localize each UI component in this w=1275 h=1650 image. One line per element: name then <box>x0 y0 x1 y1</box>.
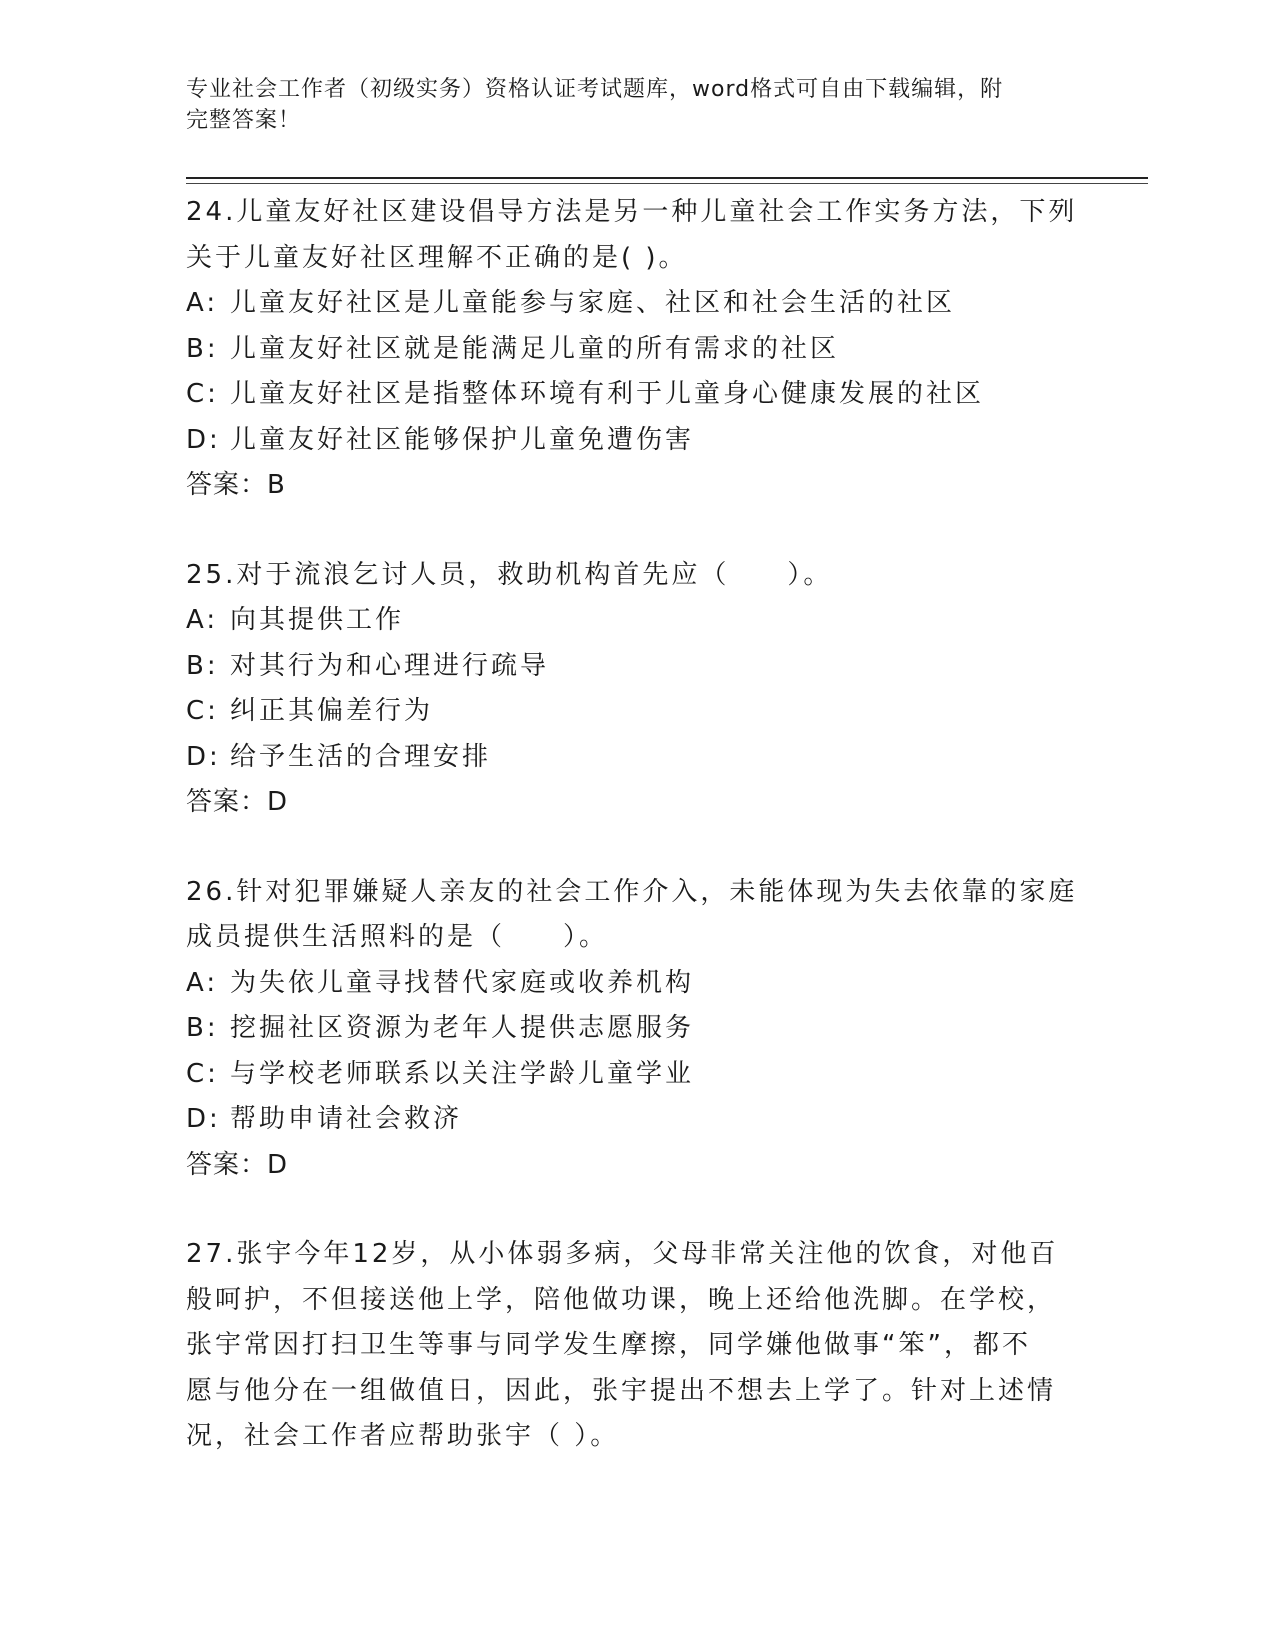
option-text: 帮助申请社会救济 <box>230 1104 463 1134</box>
answer-label: 答案：D <box>186 1149 289 1180</box>
question-list <box>186 190 1086 1504</box>
option-letter: C: <box>186 379 219 409</box>
option-letter: C: <box>186 1058 219 1089</box>
stem-line: 况，社会工作者应帮助张宇（ ）。 <box>186 1421 620 1451</box>
answer-label: 答案：D <box>186 787 289 817</box>
option-text: 为失依儿童寻找替代家庭或收养机构 <box>230 967 695 998</box>
option-text: 儿童友好社区是儿童能参与家庭、社区和社会生活的社区 <box>230 288 956 318</box>
option-a <box>186 961 1086 1007</box>
option-text: 与学校老师联系以关注学龄儿童学业 <box>230 1058 695 1089</box>
question-27 <box>186 1232 1086 1460</box>
option-d <box>186 1097 1086 1143</box>
option-a <box>186 281 1086 327</box>
option-letter: C: <box>186 696 219 726</box>
option-letter: A: <box>186 288 219 318</box>
option-letter: D: <box>186 424 221 455</box>
question-26 <box>186 870 1086 1189</box>
option-b <box>186 644 1086 690</box>
stem-line: 成员提供生活照料的是（ ）。 <box>186 922 609 952</box>
option-letter: D: <box>186 1104 221 1134</box>
option-b <box>186 327 1086 373</box>
question-stem <box>186 1232 1086 1460</box>
stem-line: 27.张宇今年12岁，从小体弱多病，父母非常关注他的饮食，对他百 <box>186 1239 1059 1269</box>
stem-line: 愿与他分在一组做值日，因此，张宇提出不想去上学了。针对上述情 <box>186 1375 1057 1406</box>
option-a <box>186 598 1086 644</box>
option-text: 向其提供工作 <box>230 605 405 635</box>
stem-line: 25.对于流浪乞讨人员，救助机构首先应（ ）。 <box>186 559 833 590</box>
stem-line: 张宇常因打扫卫生等事与同学发生摩擦，同学嫌他做事“笨”，都不 <box>186 1330 1031 1360</box>
option-b <box>186 1006 1086 1052</box>
option-text: 对其行为和心理进行疏导 <box>230 650 550 681</box>
header-divider <box>186 177 1148 179</box>
answer-label: 答案：B <box>186 470 286 500</box>
header-line: 专业社会工作者（初级实务）资格认证考试题库，word格式可自由下载编辑，附 <box>186 77 1004 102</box>
option-text: 挖掘社区资源为老年人提供志愿服务 <box>230 1013 695 1043</box>
option-letter: B: <box>186 1013 219 1043</box>
option-d <box>186 418 1086 464</box>
page-header <box>186 74 1066 136</box>
stem-line: 24.儿童友好社区建设倡导方法是另一种儿童社会工作实务方法，下列 <box>186 197 1078 227</box>
header-line: 完整答案！ <box>186 108 302 133</box>
option-text: 儿童友好社区就是能满足儿童的所有需求的社区 <box>230 333 840 364</box>
stem-line: 般呵护，不但接送他上学，陪他做功课，晚上还给他洗脚。在学校， <box>186 1284 1057 1315</box>
question-stem <box>186 553 1086 599</box>
option-c <box>186 1052 1086 1098</box>
question-24 <box>186 190 1086 509</box>
question-stem <box>186 870 1086 961</box>
stem-line: 关于儿童友好社区理解不正确的是( )。 <box>186 242 688 273</box>
header-divider-thin <box>186 183 1148 184</box>
option-c <box>186 372 1086 418</box>
stem-line: 26.针对犯罪嫌疑人亲友的社会工作介入，未能体现为失去依靠的家庭 <box>186 876 1078 907</box>
question-stem <box>186 190 1086 281</box>
option-d <box>186 735 1086 781</box>
option-letter: B: <box>186 333 219 364</box>
option-letter: B: <box>186 650 219 681</box>
option-text: 给予生活的合理安排 <box>230 741 492 772</box>
option-text: 纠正其偏差行为 <box>230 696 434 726</box>
option-letter: A: <box>186 605 219 635</box>
option-text: 儿童友好社区是指整体环境有利于儿童身心健康发展的社区 <box>230 379 985 409</box>
option-text: 儿童友好社区能够保护儿童免遭伤害 <box>230 424 695 455</box>
option-c <box>186 689 1086 735</box>
question-25 <box>186 553 1086 826</box>
option-letter: A: <box>186 967 219 998</box>
option-letter: D: <box>186 741 221 772</box>
